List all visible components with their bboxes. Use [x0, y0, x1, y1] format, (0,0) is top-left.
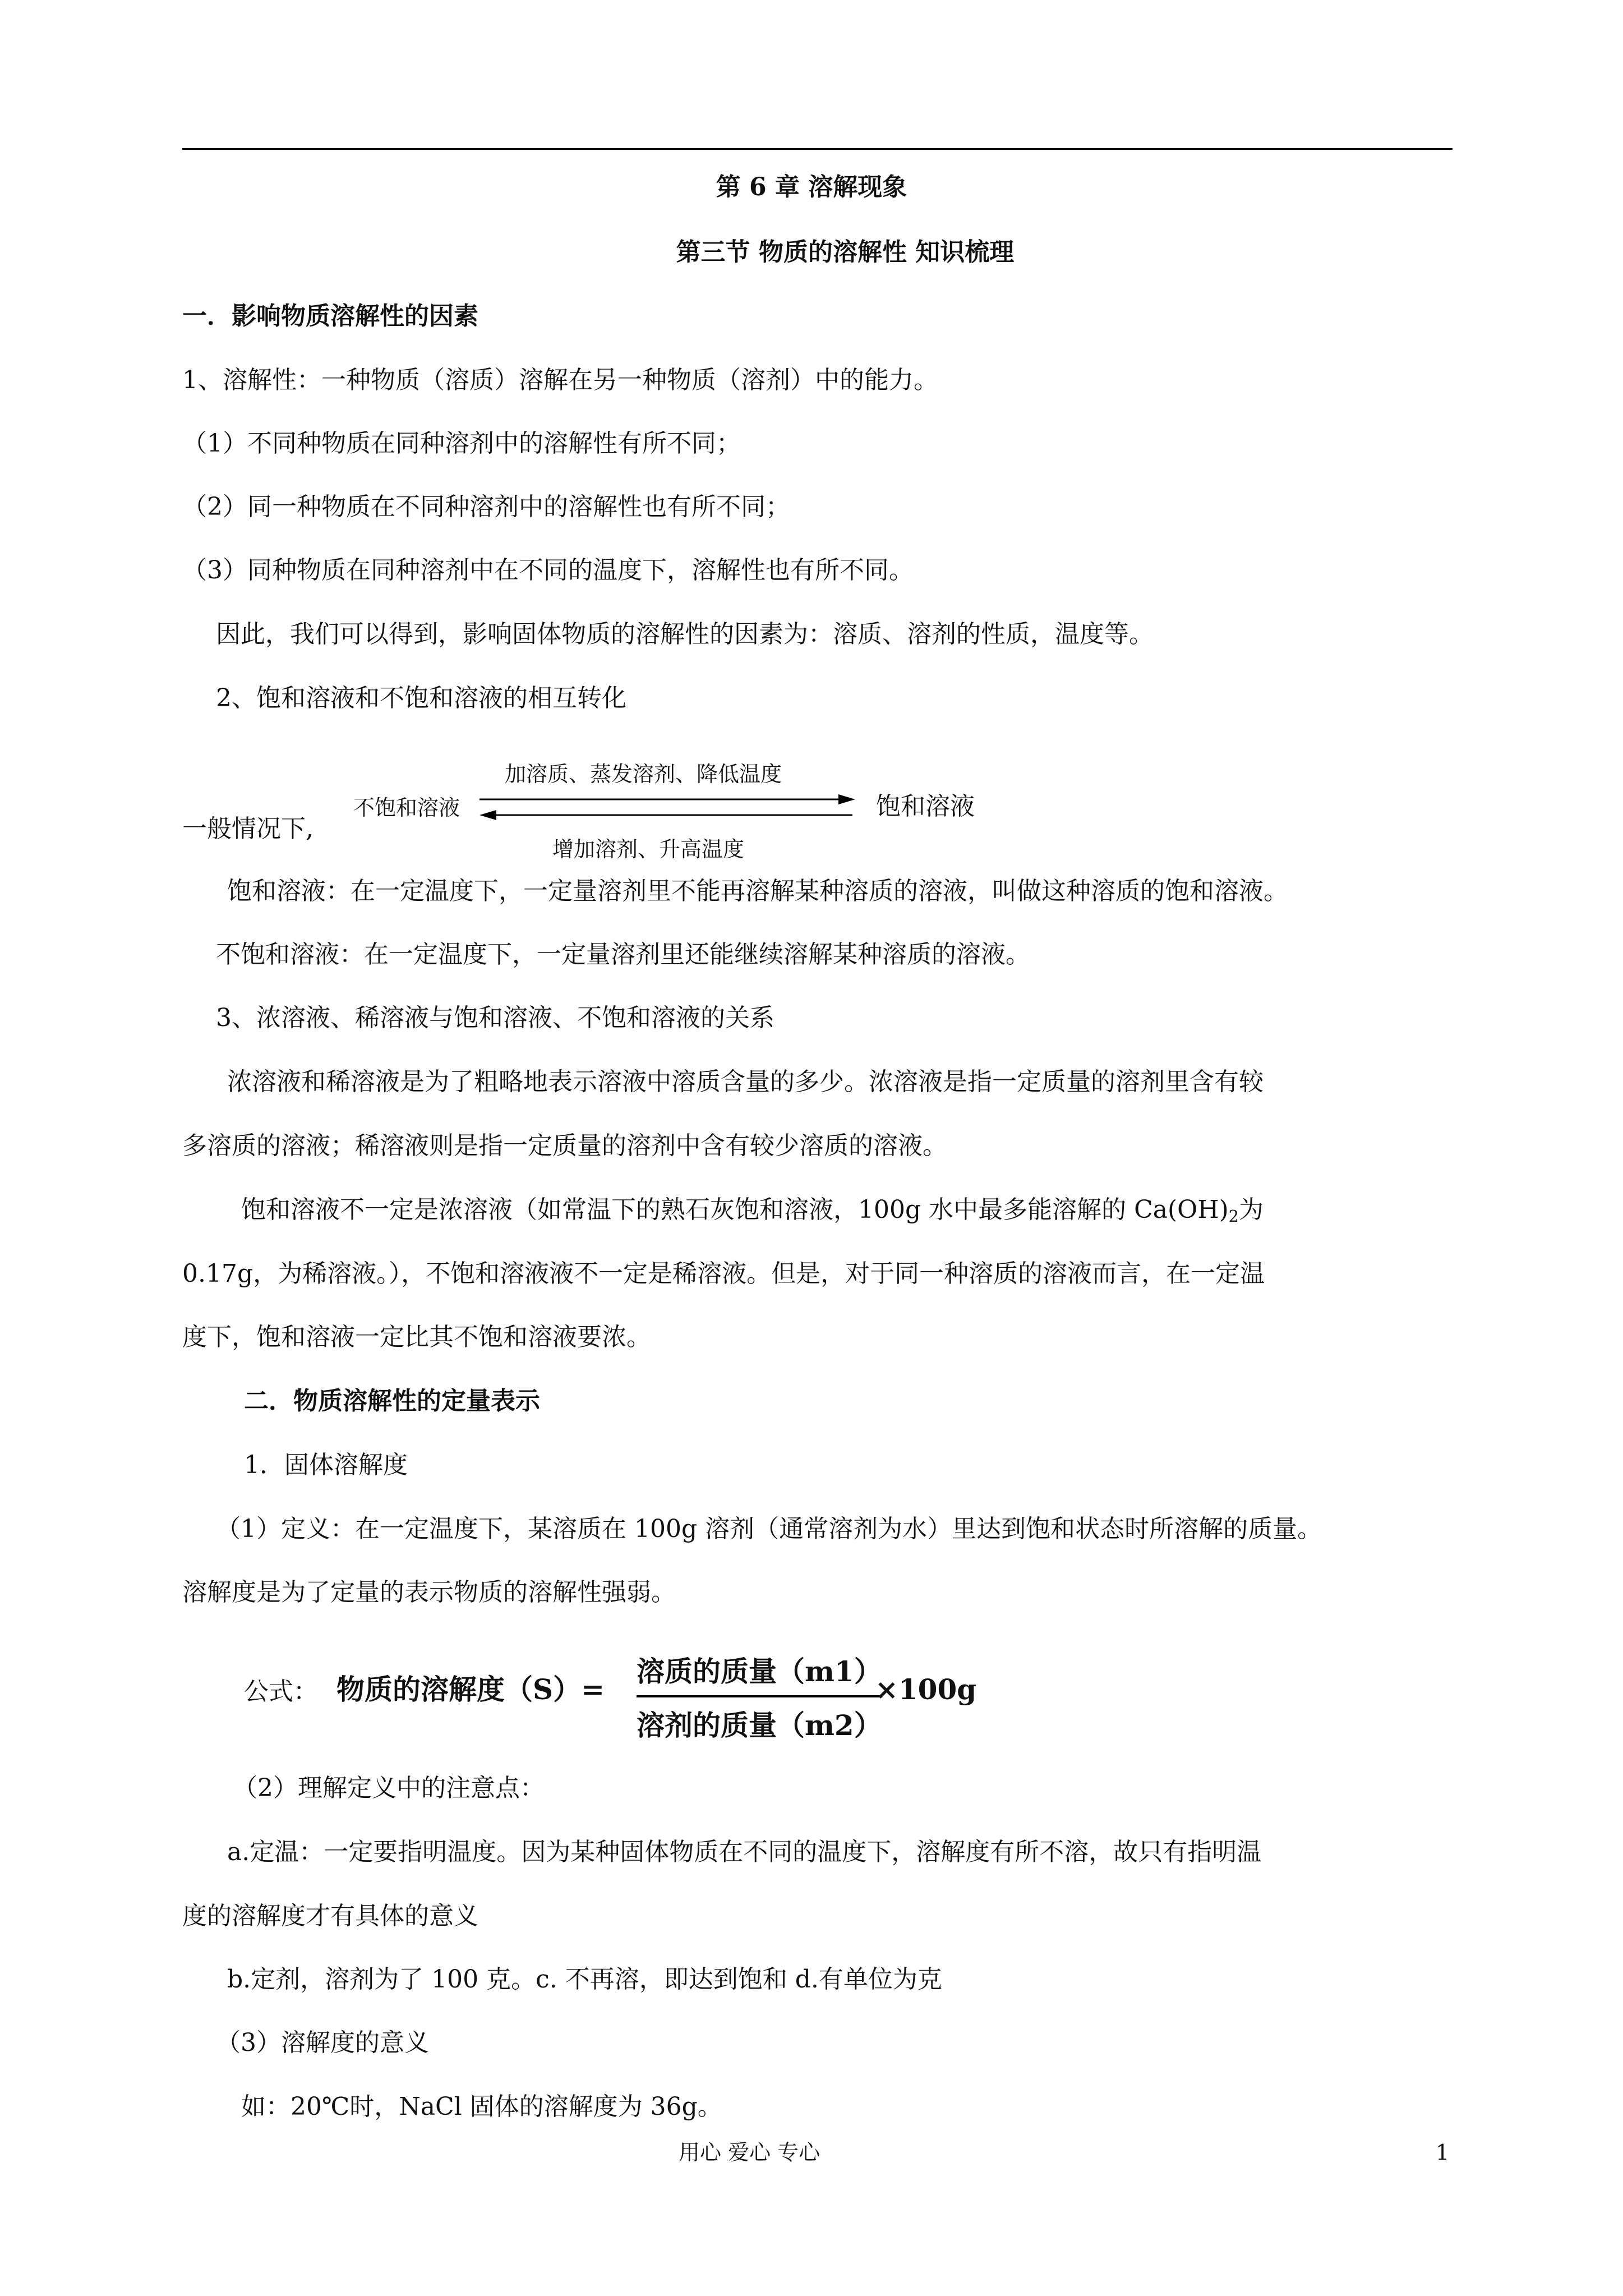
text: 饱和溶液不一定是浓溶液（如常温下的熟石灰饱和溶液，100g 水中最多能溶解的 Ca(OH)	[241, 1195, 1229, 1224]
definition-saturated: 饱和溶液：在一定温度下，一定量溶剂里不能再溶解某种溶质的溶液，叫做这种溶质的饱和溶液。	[227, 877, 1288, 905]
paragraph: 2、饱和溶液和不饱和溶液的相互转化	[216, 684, 626, 712]
fraction-bar	[637, 1695, 882, 1697]
section-title: 第三节 物质的溶解性 知识梳理	[676, 238, 1015, 266]
paragraph: a.定温：一定要指明温度。因为某种固体物质在不同的温度下，溶解度有所不溶，故只有指明温	[227, 1838, 1262, 1866]
formula-denominator: 溶剂的质量（m2）	[637, 1709, 882, 1742]
formula-fraction	[637, 1649, 882, 1743]
formula-lhs: 物质的溶解度（S）=	[336, 1673, 605, 1706]
formula-prefix: 公式：	[244, 1677, 318, 1706]
formula-numerator: 溶质的质量（m1）	[637, 1655, 882, 1688]
subscript: 2	[1228, 1207, 1239, 1226]
paragraph: 多溶质的溶液；稀溶液则是指一定质量的溶剂中含有较少溶质的溶液。	[182, 1131, 947, 1160]
paragraph: （1）定义：在一定温度下，某溶质在 100g 溶剂（通常溶剂为水）里达到饱和状态时所溶解的质量。	[216, 1515, 1322, 1543]
part1-heading: 一．影响物质溶解性的因素	[182, 302, 478, 330]
subheading: （3）溶解度的意义	[216, 2028, 429, 2057]
conversion-arrows	[477, 788, 858, 827]
text: 为	[1239, 1195, 1264, 1224]
header-rule	[182, 148, 1453, 150]
definition-unsaturated: 不饱和溶液：在一定温度下，一定量溶剂里还能继续溶解某种溶质的溶液。	[216, 940, 1030, 969]
paragraph: b.定剂，溶剂为了 100 克。c. 不再溶，即达到饱和 d.有单位为克	[227, 1965, 942, 1994]
subheading: （2）理解定义中的注意点：	[233, 1774, 545, 1802]
paragraph: 1、溶解性：一种物质（溶质）溶解在另一种物质（溶剂）中的能力。	[182, 366, 938, 394]
footer-motto: 用心 爱心 专心	[679, 2140, 820, 2165]
page-number: 1	[1436, 2140, 1450, 2165]
chapter-title: 第 6 章 溶解现象	[716, 173, 907, 201]
paragraph: 度的溶解度才有具体的意义	[182, 1902, 478, 1930]
diagram-reverse-condition: 增加溶剂、升高温度	[552, 837, 745, 862]
subheading: 3、浓溶液、稀溶液与饱和溶液、不饱和溶液的关系	[216, 1004, 774, 1032]
subheading: 1．固体溶解度	[244, 1451, 408, 1479]
diagram-right-label: 饱和溶液	[876, 792, 975, 821]
paragraph: 0.17g，为稀溶液。），不饱和溶液液不一定是稀溶液。但是，对于同一种溶质的溶液而言，在一定温	[182, 1259, 1265, 1288]
diagram-left-label: 不饱和溶液	[353, 795, 460, 820]
paragraph: 浓溶液和稀溶液是为了粗略地表示溶液中溶质含量的多少。浓溶液是指一定质量的溶剂里含有较	[227, 1068, 1264, 1096]
paragraph: （2）同一种物质在不同种溶剂中的溶解性也有所不同；	[182, 493, 790, 521]
paragraph: 溶解度是为了定量的表示物质的溶解性强弱。	[182, 1578, 676, 1607]
paragraph: 因此，我们可以得到，影响固体物质的溶解性的因素为：溶质、溶剂的性质，温度等。	[216, 620, 1154, 648]
formula-rhs: ×100g	[875, 1673, 977, 1706]
paragraph: （3）同种物质在同种溶剂中在不同的温度下，溶解性也有所不同。	[182, 556, 914, 585]
paragraph	[241, 1195, 1264, 1226]
diagram-forward-condition: 加溶质、蒸发溶剂、降低温度	[505, 762, 782, 786]
paragraph: 如：20℃时，NaCl 固体的溶解度为 36g。	[241, 2092, 722, 2121]
paragraph: 度下，饱和溶液一定比其不饱和溶液要浓。	[182, 1323, 651, 1351]
part2-heading: 二．物质溶解性的定量表示	[244, 1387, 540, 1415]
paragraph: （1）不同种物质在同种溶剂中的溶解性有所不同；	[182, 429, 741, 458]
diagram-prefix: 一般情况下,	[182, 815, 313, 843]
